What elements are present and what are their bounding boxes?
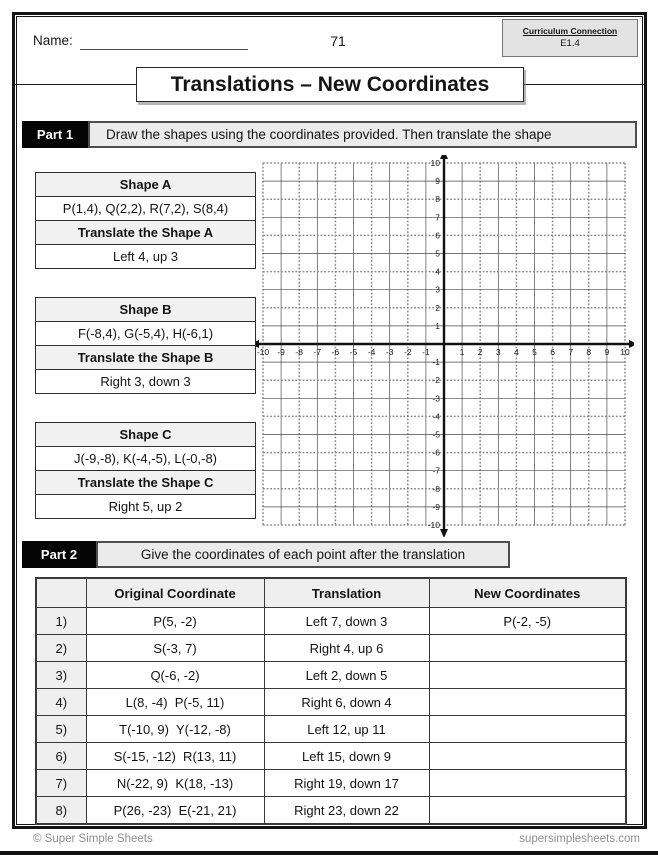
- svg-text:2: 2: [435, 302, 440, 313]
- original-coordinate-cell: S(-15, -12) R(13, 11): [86, 743, 264, 770]
- svg-text:-8: -8: [295, 347, 303, 357]
- name-label: Name:: [33, 33, 73, 48]
- svg-text:-9: -9: [432, 501, 440, 512]
- table-row: [36, 770, 626, 797]
- shape-a-translation: Left 4, up 3: [36, 244, 255, 268]
- svg-text:-3: -3: [432, 393, 440, 404]
- table-header-row: [36, 578, 626, 608]
- translation-cell: Right 23, down 22: [264, 797, 429, 825]
- header-number-cell: [36, 578, 86, 608]
- svg-text:6: 6: [550, 347, 555, 357]
- page-title: Translations – New Coordinates: [136, 67, 524, 102]
- svg-text:-6: -6: [432, 447, 440, 458]
- header-new-coordinates: New Coordinates: [429, 578, 626, 608]
- original-coordinate-cell: Q(-6, -2): [86, 662, 264, 689]
- svg-text:-5: -5: [432, 429, 440, 440]
- row-number-cell: 5): [36, 716, 86, 743]
- part1-label: Part 1: [22, 121, 88, 148]
- new-coordinates-cell: [429, 743, 626, 770]
- svg-text:1: 1: [435, 320, 440, 331]
- part2-label: Part 2: [22, 541, 96, 568]
- table-row: [36, 716, 626, 743]
- svg-text:9: 9: [604, 347, 610, 357]
- shape-c-header: Shape C: [36, 423, 255, 446]
- footer-copyright: © Super Simple Sheets: [33, 833, 153, 845]
- table-row: [36, 689, 626, 716]
- svg-text:-8: -8: [432, 483, 440, 494]
- new-coordinates-cell: [429, 770, 626, 797]
- table-row: [36, 743, 626, 770]
- shape-a-header: Shape A: [36, 173, 255, 196]
- svg-text:-1: -1: [422, 347, 430, 357]
- shape-a-coordinates: P(1,4), Q(2,2), R(7,2), S(8,4): [36, 196, 255, 220]
- svg-text:5: 5: [435, 248, 440, 259]
- svg-text:-7: -7: [313, 347, 322, 357]
- part2-instruction: Give the coordinates of each point after the translation: [96, 541, 510, 568]
- svg-text:4: 4: [514, 347, 519, 357]
- shape-b-box: [35, 297, 256, 394]
- svg-text:-4: -4: [432, 411, 440, 422]
- original-coordinate-cell: S(-3, 7): [86, 635, 264, 662]
- bottom-edge-strip: [0, 851, 658, 855]
- svg-text:-2: -2: [432, 375, 440, 386]
- curriculum-connection-badge: [502, 19, 638, 57]
- table-row: [36, 608, 626, 635]
- shape-a-box: [35, 172, 256, 269]
- shape-b-header: Shape B: [36, 298, 255, 321]
- original-coordinate-cell: N(-22, 9) K(18, -13): [86, 770, 264, 797]
- svg-text:-10: -10: [427, 520, 440, 530]
- shape-c-box: [35, 422, 256, 519]
- table-row: [36, 797, 626, 825]
- translation-cell: Right 4, up 6: [264, 635, 429, 662]
- row-number-cell: 7): [36, 770, 86, 797]
- shape-b-translation: Right 3, down 3: [36, 369, 255, 393]
- new-coordinates-cell: P(-2, -5): [429, 608, 626, 635]
- svg-text:-10: -10: [256, 347, 270, 357]
- translation-cell: Right 19, down 17: [264, 770, 429, 797]
- header-original-coordinate: Original Coordinate: [86, 578, 264, 608]
- translations-table: [35, 577, 627, 825]
- shape-b-coordinates: F(-8,4), G(-5,4), H(-6,1): [36, 321, 255, 345]
- svg-text:9: 9: [435, 176, 440, 187]
- shape-c-translation: Right 5, up 2: [36, 494, 255, 518]
- svg-text:-5: -5: [349, 347, 358, 357]
- svg-text:-1: -1: [432, 357, 440, 368]
- translation-cell: Left 2, down 5: [264, 662, 429, 689]
- svg-text:7: 7: [435, 212, 440, 223]
- translation-cell: Left 12, up 11: [264, 716, 429, 743]
- header-translation: Translation: [264, 578, 429, 608]
- svg-text:-4: -4: [367, 347, 376, 357]
- shape-c-translate-header: Translate the Shape C: [36, 470, 255, 494]
- svg-text:-7: -7: [432, 465, 440, 476]
- badge-title: Curriculum Connection: [522, 26, 618, 36]
- svg-text:-9: -9: [277, 347, 285, 357]
- coordinate-grid-svg: [256, 155, 634, 537]
- coordinate-grid: [256, 155, 634, 537]
- page-number: 71: [330, 33, 346, 49]
- name-blank-line: [80, 30, 248, 50]
- footer-website: supersimplesheets.com: [519, 833, 640, 845]
- translation-cell: Left 15, down 9: [264, 743, 429, 770]
- shape-b-translate-header: Translate the Shape B: [36, 345, 255, 369]
- svg-text:4: 4: [435, 266, 440, 277]
- row-number-cell: 6): [36, 743, 86, 770]
- svg-text:2: 2: [477, 347, 483, 357]
- shape-a-translate-header: Translate the Shape A: [36, 220, 255, 244]
- svg-text:10: 10: [620, 347, 630, 357]
- new-coordinates-cell: [429, 797, 626, 825]
- original-coordinate-cell: L(8, -4) P(-5, 11): [86, 689, 264, 716]
- svg-text:3: 3: [495, 347, 501, 357]
- original-coordinate-cell: P(5, -2): [86, 608, 264, 635]
- svg-text:6: 6: [435, 230, 440, 241]
- row-number-cell: 4): [36, 689, 86, 716]
- svg-text:7: 7: [568, 347, 574, 357]
- translation-cell: Left 7, down 3: [264, 608, 429, 635]
- svg-text:8: 8: [586, 347, 592, 357]
- part1-instruction: Draw the shapes using the coordinates provided. Then translate the shape: [88, 121, 637, 148]
- original-coordinate-cell: T(-10, 9) Y(-12, -8): [86, 716, 264, 743]
- svg-text:-2: -2: [404, 347, 412, 357]
- new-coordinates-cell: [429, 716, 626, 743]
- badge-code: E1.4: [560, 38, 580, 49]
- row-number-cell: 1): [36, 608, 86, 635]
- original-coordinate-cell: P(26, -23) E(-21, 21): [86, 797, 264, 825]
- translation-cell: Right 6, down 4: [264, 689, 429, 716]
- table-row: [36, 635, 626, 662]
- svg-text:3: 3: [435, 284, 440, 295]
- svg-text:5: 5: [532, 347, 537, 357]
- new-coordinates-cell: [429, 689, 626, 716]
- svg-text:8: 8: [435, 194, 440, 205]
- svg-text:1: 1: [459, 347, 465, 357]
- row-number-cell: 3): [36, 662, 86, 689]
- new-coordinates-cell: [429, 662, 626, 689]
- svg-text:-6: -6: [331, 347, 340, 357]
- table-row: [36, 662, 626, 689]
- new-coordinates-cell: [429, 635, 626, 662]
- row-number-cell: 8): [36, 797, 86, 825]
- shape-c-coordinates: J(-9,-8), K(-4,-5), L(-0,-8): [36, 446, 255, 470]
- svg-text:-3: -3: [385, 347, 394, 357]
- row-number-cell: 2): [36, 635, 86, 662]
- svg-text:10: 10: [430, 158, 440, 168]
